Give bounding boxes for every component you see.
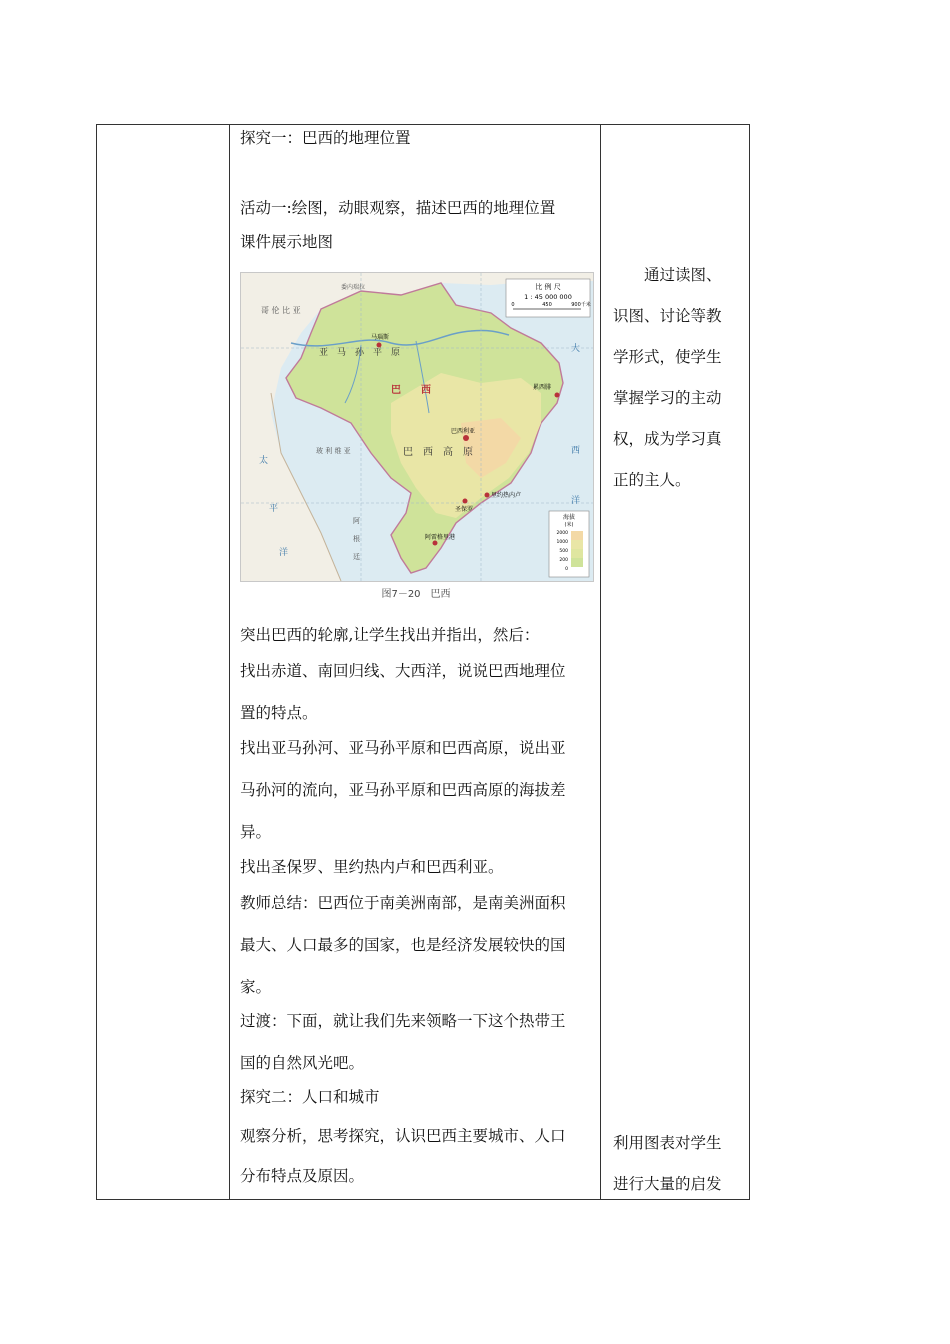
- map-label-atlantic: 大: [571, 344, 581, 354]
- map-label-argentina: 廷: [353, 553, 360, 561]
- map-label-argentina: 阿: [353, 517, 360, 525]
- map-label-pacific: 洋: [279, 548, 289, 558]
- map-legend-value: 2000: [556, 531, 568, 536]
- map-scale-tick: 450: [542, 302, 552, 308]
- note-line: 利用图表对学生: [613, 1134, 722, 1152]
- city-marker-rio: [485, 493, 490, 498]
- lesson-plan-table: [96, 124, 750, 1200]
- note-line: 通过读图、: [613, 266, 722, 284]
- note-line: 学形式，使学生: [613, 348, 722, 366]
- section1-title: 探究一：巴西的地理位置: [240, 129, 411, 147]
- map-label-brazil-highlands: 巴 西 高 原: [403, 447, 473, 458]
- observe-line: 观察分析，思考探究，认识巴西主要城市、人口: [240, 1127, 566, 1145]
- observe-line: 分布特点及原因。: [240, 1167, 365, 1185]
- map-label-brazil: 巴 西: [391, 385, 431, 396]
- map-scale-tick: 900千米: [571, 302, 591, 308]
- note-line: 掌握学习的主动: [613, 389, 722, 407]
- note-line: 进行大量的启发: [613, 1175, 722, 1193]
- map-scale-ratio: 1 : 45 000 000: [524, 293, 572, 301]
- city-marker-porto-alegre: [433, 541, 438, 546]
- left-column-cell: [97, 125, 230, 1200]
- summary-line: 最大、人口最多的国家，也是经济发展较快的国: [240, 936, 566, 954]
- city-marker-sao-paulo: [463, 499, 468, 504]
- map-label-pacific: 太: [259, 456, 269, 466]
- map-caption: 图7－20 巴西: [381, 589, 451, 600]
- design-note-1: [613, 255, 737, 501]
- transition-line: 过渡：下面，就让我们先来领略一下这个热带王: [240, 1012, 566, 1030]
- map-label-sao-paulo: 圣保罗: [455, 506, 474, 513]
- map-label-rio: 里约热内卢: [491, 492, 522, 499]
- table-row: [97, 125, 750, 1200]
- courseware-text: 课件展示地图: [240, 233, 334, 251]
- teaching-process-cell: [230, 125, 601, 1200]
- paragraph-find1-line: 置的特点。: [240, 704, 318, 722]
- map-legend-value: 0: [565, 567, 568, 572]
- map-legend-title: 海拔: [562, 514, 576, 521]
- transition-line: 国的自然风光吧。: [240, 1054, 365, 1072]
- map-label-bolivia: 玻 利 维 亚: [316, 447, 351, 455]
- map-legend-value: 1000: [556, 540, 568, 545]
- map-label-porto-alegre: 阿雷格里港: [425, 534, 456, 541]
- city-marker-recife: [555, 393, 560, 398]
- design-intent-cell: [601, 125, 750, 1200]
- map-label-pacific: 平: [269, 504, 279, 514]
- design-note-2: [613, 1123, 737, 1205]
- city-marker-brasilia: [463, 435, 469, 441]
- map-label-colombia: 哥 伦 比 亚: [261, 306, 301, 315]
- brazil-map-graphic: [241, 273, 593, 581]
- map-label-amazon-plain: 亚 马 孙 平 原: [319, 348, 401, 358]
- activity1-text: 活动一:绘图，动眼观察，描述巴西的地理位置: [240, 199, 556, 217]
- section2-title: 探究二：人口和城市: [240, 1088, 380, 1106]
- map-legend-value: 500: [559, 549, 568, 554]
- paragraph-find2-line: 马孙河的流向，亚马孙平原和巴西高原的海拔差: [240, 781, 566, 799]
- map-legend-unit: (米): [564, 522, 574, 528]
- map-legend-value: 200: [559, 558, 568, 563]
- summary-line: 教师总结：巴西位于南美洲南部，是南美洲面积: [240, 894, 566, 912]
- map-label-manaus: 马瑙斯: [371, 334, 390, 341]
- map-label-argentina: 根: [353, 535, 360, 543]
- map-label-atlantic: 洋: [571, 496, 581, 506]
- paragraph-find3: 找出圣保罗、里约热内卢和巴西利亚。: [240, 858, 504, 876]
- brazil-map: [240, 272, 594, 582]
- map-scale-tick: 0: [511, 302, 515, 308]
- note-line: 识图、讨论等教: [613, 307, 722, 325]
- map-label-recife: 累西腓: [533, 384, 552, 391]
- map-label-venezuela: 委内瑞拉: [341, 284, 366, 291]
- paragraph-find1-line: 找出赤道、南回归线、大西洋，说说巴西地理位: [240, 662, 566, 680]
- city-marker-manaus: [377, 343, 382, 348]
- map-scale-title: 比 例 尺: [535, 283, 561, 291]
- note-line: 正的主人。: [613, 471, 691, 489]
- note-line: 权，成为学习真: [613, 430, 722, 448]
- paragraph-find2-line: 异。: [240, 823, 272, 841]
- map-label-brasilia: 巴西利亚: [451, 428, 476, 435]
- paragraph-outline: 突出巴西的轮廓,让学生找出并指出，然后：: [240, 626, 540, 644]
- paragraph-find2-line: 找出亚马孙河、亚马孙平原和巴西高原，说出亚: [240, 739, 566, 757]
- map-label-atlantic: 西: [571, 446, 581, 456]
- summary-line: 家。: [240, 978, 272, 996]
